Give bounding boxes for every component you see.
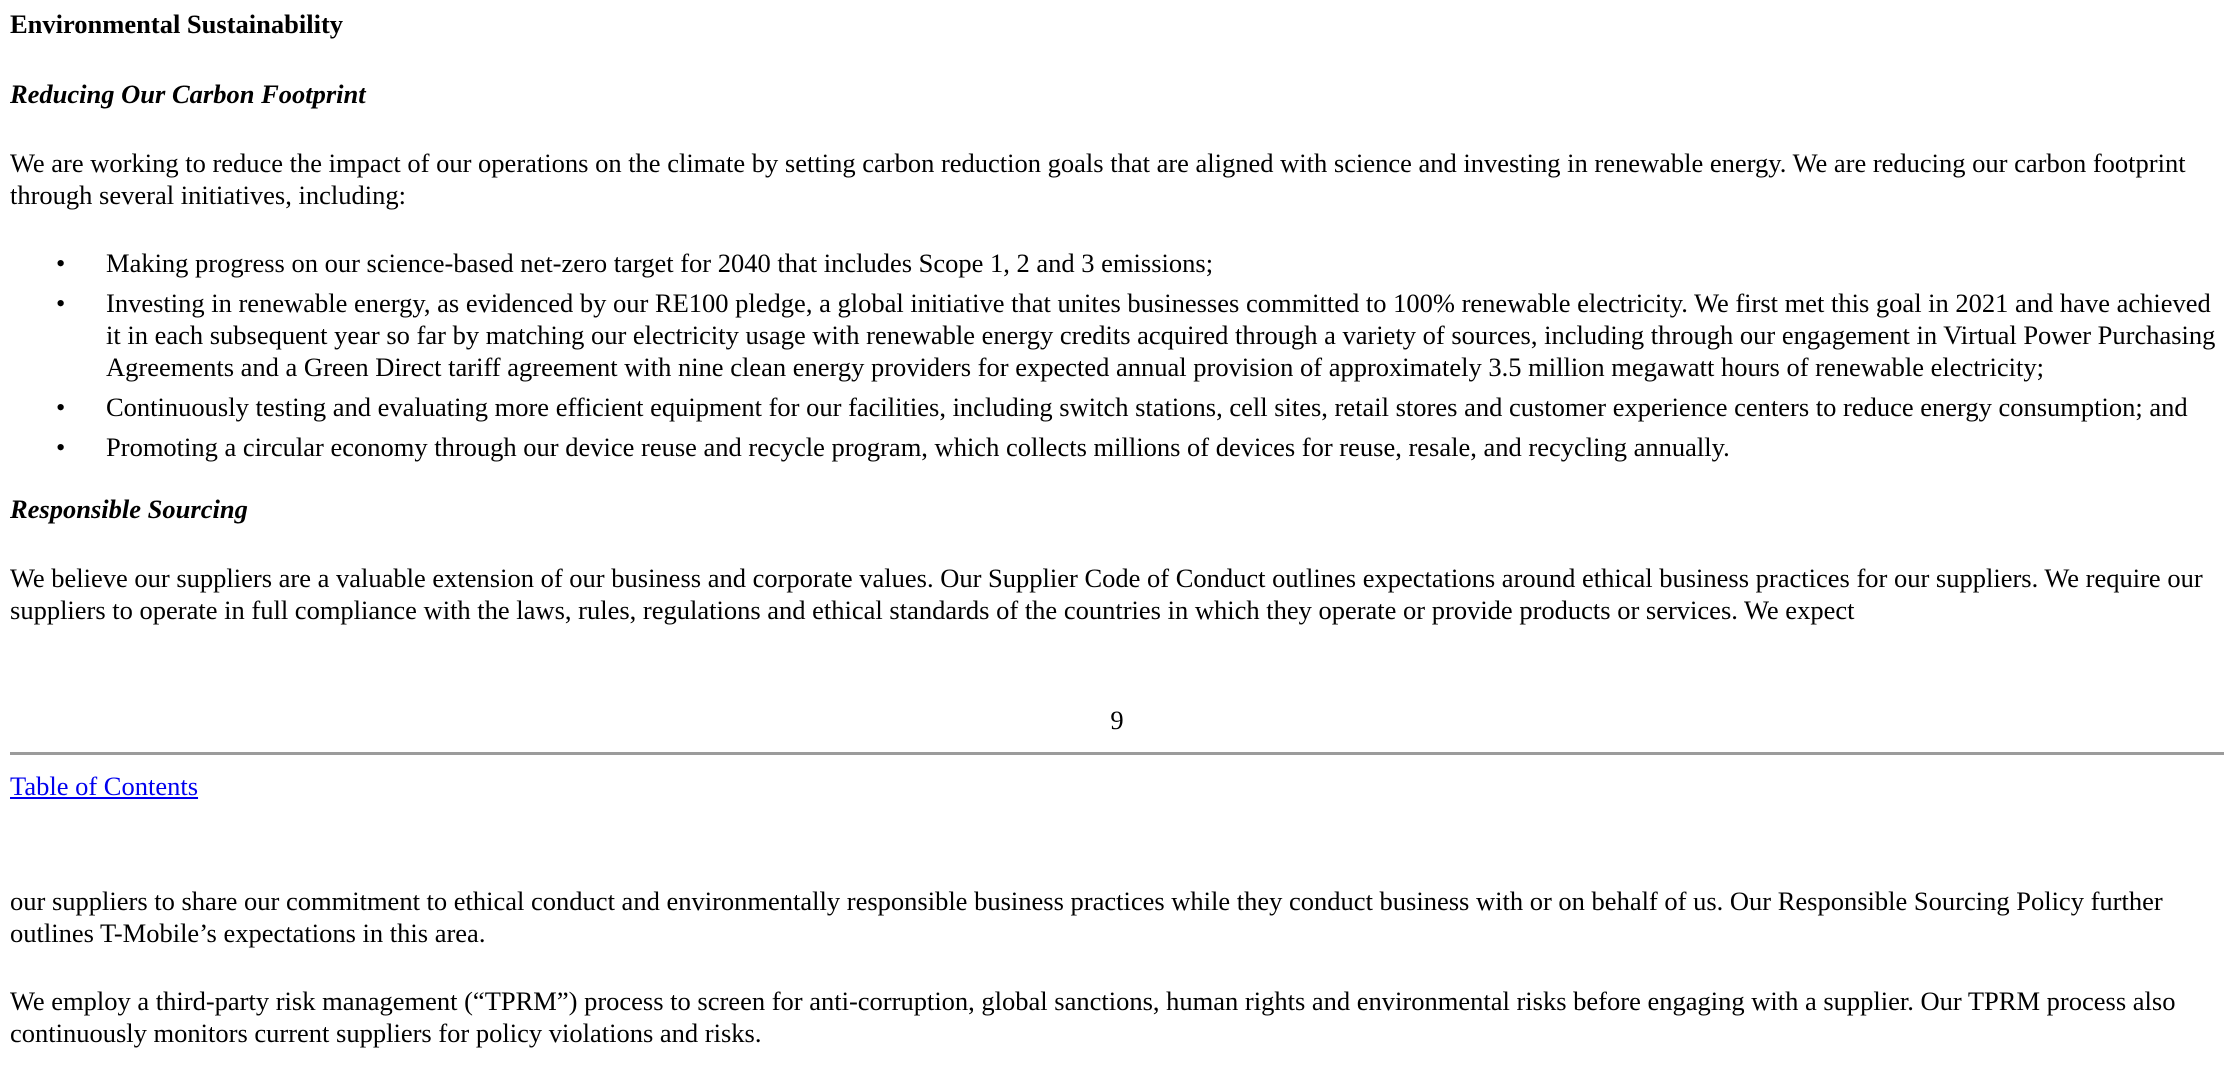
sourcing-heading: Responsible Sourcing (10, 494, 248, 524)
carbon-heading: Reducing Our Carbon Footprint (10, 79, 366, 109)
bullet-icon: • (56, 432, 66, 462)
list-item (10, 247, 2224, 279)
carbon-initiatives-list (10, 247, 2224, 463)
list-item (10, 391, 2224, 423)
list-item-text: Making progress on our science-based net-zero target for 2040 that includes Scope 1, 2 and 3 emissions; (106, 248, 1214, 278)
list-item-text: Continuously testing and evaluating more efficient equipment for our facilities, including switch stations, cell sites, retail stores and customer experience centers to reduce energy consumption; and (106, 392, 2188, 422)
sourcing-paragraph: We believe our suppliers are a valuable extension of our business and corporate values. Our Supplier Code of Conduct outlines expectations around ethical business practices for our suppliers. We require our suppliers to operate in full compliance with the laws, rules, regulations and ethical standards of the countries in which they operate or provide products or services. We expect (10, 563, 2203, 625)
tprm-paragraph: We employ a third-party risk management (“TPRM”) process to screen for anti-corruption, global sanctions, human rights and environmental risks before engaging with a supplier. Our TPRM process also continuously monitors current suppliers for policy violations and risks. (10, 986, 2176, 1048)
section-title: Environmental Sustainability (10, 9, 344, 39)
list-item (10, 287, 2224, 383)
list-item (10, 431, 2224, 463)
table-of-contents-link[interactable]: Table of Contents (10, 771, 199, 801)
bullet-icon: • (56, 288, 66, 318)
list-item-text: Promoting a circular economy through our device reuse and recycle program, which collects millions of devices for reuse, resale, and recycling annually. (106, 432, 1730, 462)
carbon-intro: We are working to reduce the impact of our operations on the climate by setting carbon reduction goals that are aligned with science and investing in renewable energy. We are reducing our carbon footprint through several initiatives, including: (10, 148, 2186, 210)
bullet-icon: • (56, 248, 66, 278)
bullet-icon: • (56, 392, 66, 422)
continued-paragraph: our suppliers to share our commitment to ethical conduct and environmentally responsible business practices while they conduct business with or on behalf of us. Our Responsible Sourcing Policy further outlines T-Mobile’s expectations in this area. (10, 886, 2163, 948)
page-divider (10, 752, 2224, 755)
list-item-text: Investing in renewable energy, as evidenced by our RE100 pledge, a global initiative that unites businesses committed to 100% renewable electricity. We first met this goal in 2021 and have achieved it in each subsequent year so far by matching our electricity usage with renewable energy credits acquired through a variety of sources, including through our engagement in Virtual Power Purchasing Agreements and a Green Direct tariff agreement with nine clean energy providers for expected annual provision of approximately 3.5 million megawatt hours of renewable electricity; (106, 288, 2216, 382)
page-number: 9 (1110, 705, 1124, 735)
